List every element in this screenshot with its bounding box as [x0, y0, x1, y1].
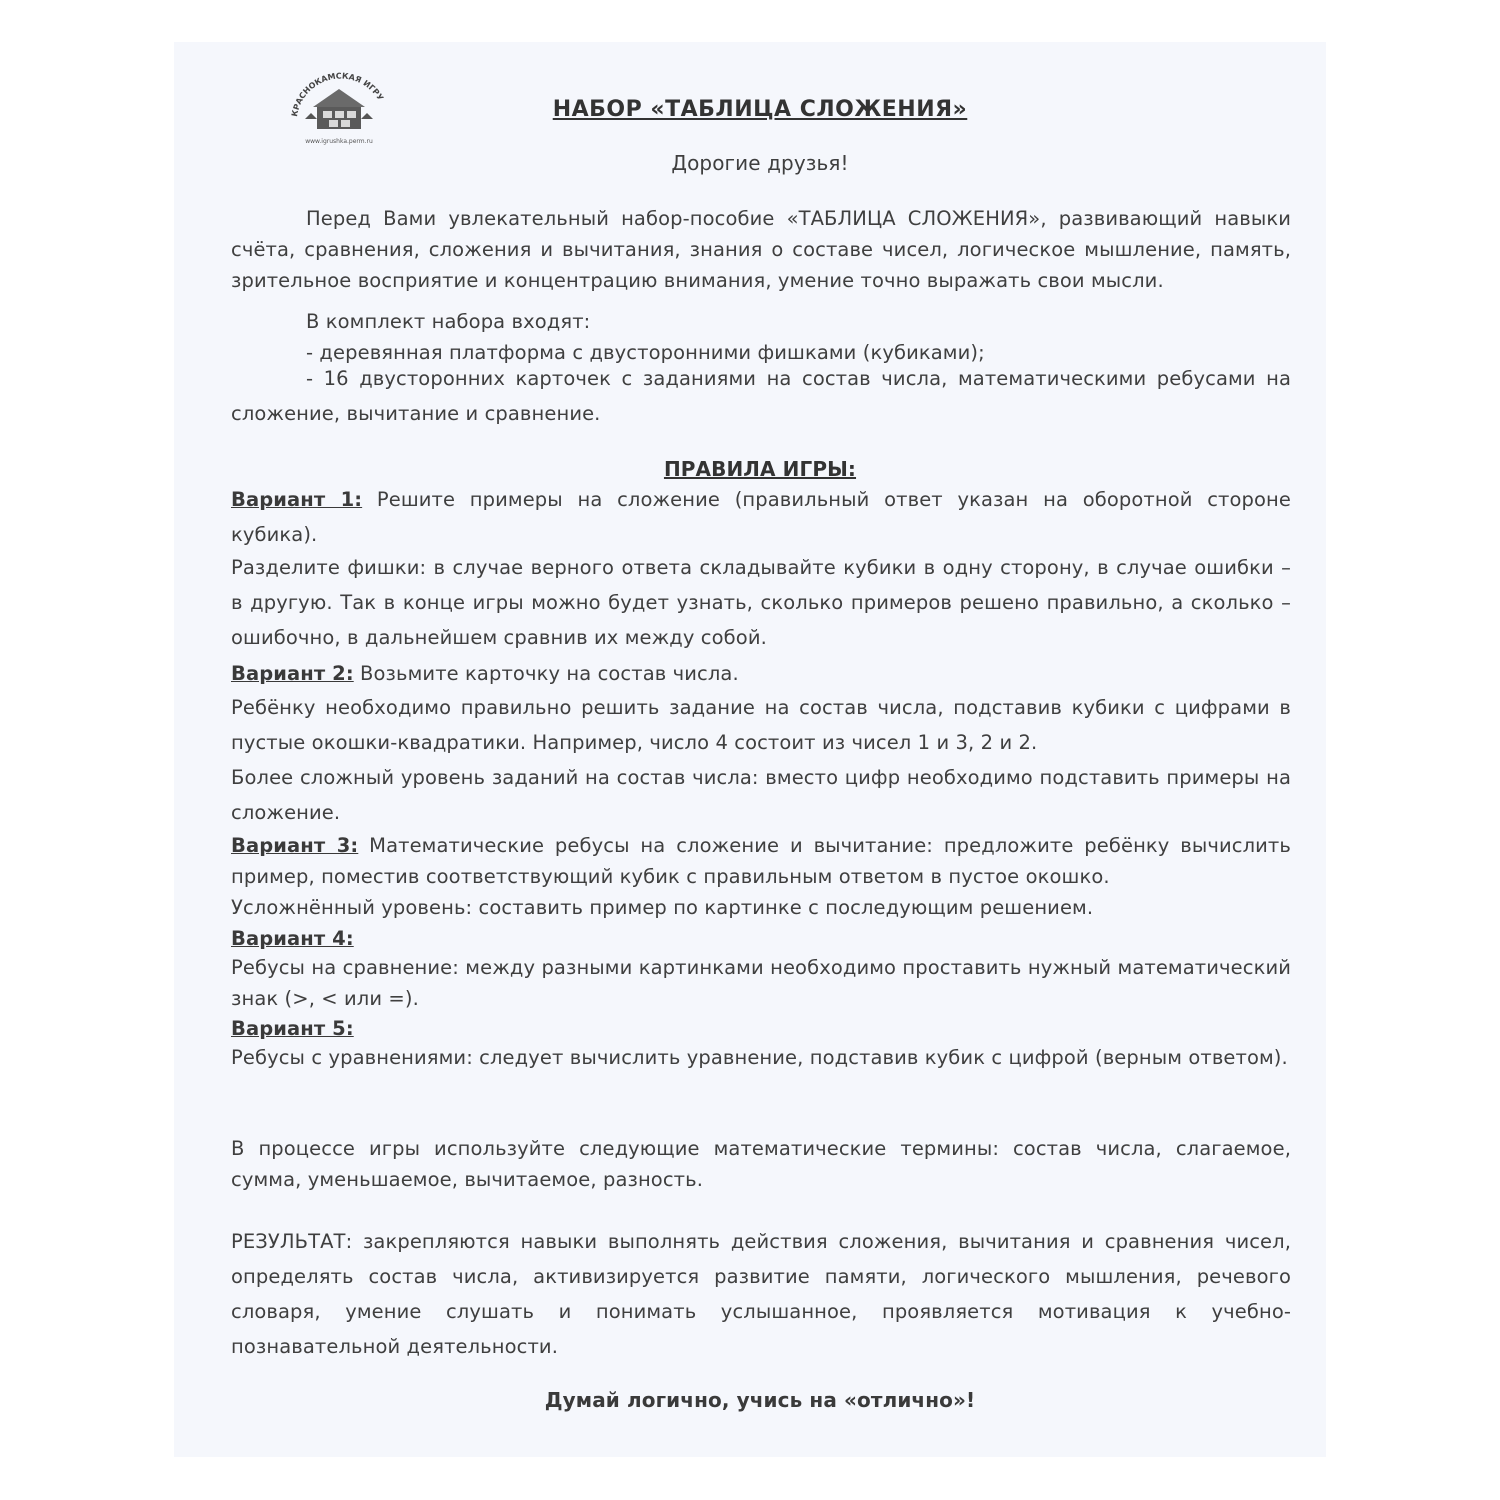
document-title: НАБОР «ТАБЛИЦА СЛОЖЕНИЯ»	[552, 97, 968, 122]
terms-paragraph: В процессе игры используйте следующие математические термины: состав числа, слагаемое, сумма, уменьшаемое, вычитаемое, разность.	[231, 1137, 1291, 1191]
kit-item: - 16 двусторонних карточек с заданиями на состав числа, математическими ребусами на сложение, вычитание и сравнение.	[231, 367, 1291, 425]
brand-logo	[283, 55, 395, 150]
variant-4-text: Ребусы на сравнение: между разными картинками необходимо проставить нужный математический знак (>, < или =).	[231, 956, 1291, 1010]
variant-1-text: Решите примеры на сложение (правильный ответ указан на оборотной стороне кубика).	[231, 488, 1291, 546]
closing-line: Думай логично, учись на «отлично»!	[544, 1388, 976, 1412]
variant-4-label: Вариант 4:	[231, 927, 354, 950]
variant-1	[231, 482, 1291, 552]
variant-1-extra: Разделите фишки: в случае верного ответа складывайте кубики в одну сторону, в случае ошибки – в другую. Так в конце игры можно будет узнать, сколько примеров решено правильно, а сколько – ошибочно, в дальнейшем сравнив их между собой.	[231, 556, 1291, 649]
variant-3-extra: Усложнённый уровень: составить пример по картинке с последующим решением.	[231, 896, 1094, 919]
greeting: Дорогие друзья!	[671, 151, 849, 175]
variant-2-extra: Ребёнку необходимо правильно решить задание на состав числа, подставив кубики с цифрами в пустые окошки-квадратики. Например, число 4 состоит из чисел 1 и 3, 2 и 2.	[231, 696, 1291, 754]
logo-url: www.igrushka.perm.ru	[305, 138, 373, 145]
result-paragraph: РЕЗУЛЬТАТ: закрепляются навыки выполнять действия сложения, вычитания и сравнения чисел, определять состав числа, активизируется развитие памяти, логического мышления, речевого словаря, умение слушать и понимать услышанное, проявляется мотивация к учебно-познавательной деятельности.	[231, 1230, 1291, 1358]
variant-5-text: Ребусы с уравнениями: следует вычислить уравнение, подставив кубик с цифрой (верным ответом).	[231, 1046, 1288, 1069]
variant-1-label: Вариант 1:	[231, 488, 363, 511]
variant-2-label: Вариант 2:	[231, 662, 354, 685]
variant-3	[231, 830, 1291, 892]
logo-graphic	[283, 55, 395, 150]
variant-2-extra: Более сложный уровень заданий на состав числа: вместо цифр необходимо подставить примеры на сложение.	[231, 766, 1291, 824]
rules-title: ПРАВИЛА ИГРЫ:	[663, 457, 857, 481]
logo-arc-text: КРАСНОКАМСКАЯ ИГРУ	[290, 71, 386, 118]
intro-paragraph: Перед Вами увлекательный набор-пособие «ТАБЛИЦА СЛОЖЕНИЯ», развивающий навыки счёта, сравнения, сложения и вычитания, знания о составе чисел, логическое мышление, память, зрительное восприятие и концентрацию внимания, умение точно выражать свои мысли.	[231, 207, 1291, 292]
variant-5-label: Вариант 5:	[231, 1017, 354, 1040]
kit-heading: В комплект набора входят:	[306, 310, 591, 333]
variant-3-label: Вариант 3:	[231, 834, 359, 857]
kit-item: - деревянная платформа с двусторонними фишками (кубиками);	[306, 341, 985, 364]
variant-3-text: Математические ребусы на сложение и вычитание: предложите ребёнку вычислить пример, поместив соответствующий кубик с правильным ответом в пустое окошко.	[231, 834, 1291, 888]
variant-2	[231, 656, 1291, 691]
variant-2-text: Возьмите карточку на состав числа.	[360, 662, 739, 685]
